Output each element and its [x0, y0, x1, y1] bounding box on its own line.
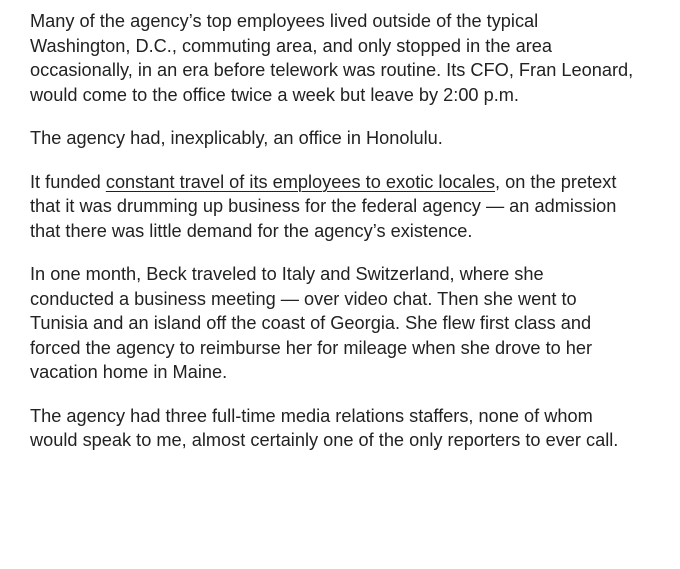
paragraph-travel: [30, 170, 670, 244]
exotic-travel-link[interactable]: constant travel of its employees to exotic locales: [105, 171, 496, 192]
text-line: Many of the agency’s top employees lived outside of the typical: [30, 11, 539, 31]
paragraph-remote-employees: [30, 9, 670, 107]
text-line: that it was drumming up business for the federal agency — an admission: [30, 196, 617, 216]
text-segment: It funded: [30, 171, 106, 192]
text-line: The agency had three full-time media relations staffers, none of whom: [30, 405, 593, 426]
text-line: occasionally, in an era before telework was routine. Its CFO, Fran Leonard,: [30, 60, 634, 80]
text-line: would speak to me, almost certainly one of the only reporters to ever call.: [30, 430, 619, 450]
text-line-with-link: [30, 170, 670, 195]
paragraph-honolulu-office: [30, 126, 670, 151]
text-line: The agency had, inexplicably, an office in Honolulu.: [30, 128, 443, 148]
text-line: would come to the office twice a week but leave by 2:00 p.m.: [30, 84, 519, 105]
text-line: In one month, Beck traveled to Italy and Switzerland, where she: [30, 264, 544, 284]
article-body: [30, 9, 670, 472]
text-line: Washington, D.C., commuting area, and only stopped in the area: [30, 35, 553, 56]
text-segment: , on the pretext: [495, 171, 617, 192]
text-line: forced the agency to reimburse her for mileage when she drove to her: [30, 337, 593, 358]
paragraph-beck-travel: [30, 262, 670, 385]
text-line: vacation home in Maine.: [30, 362, 228, 382]
text-line: that there was little demand for the agency’s existence.: [30, 220, 473, 241]
text-line: conducted a business meeting — over video chat. Then she went to: [30, 288, 577, 309]
text-line: Tunisia and an island off the coast of Georgia. She flew first class and: [30, 313, 592, 333]
paragraph-media-relations: [30, 404, 670, 453]
